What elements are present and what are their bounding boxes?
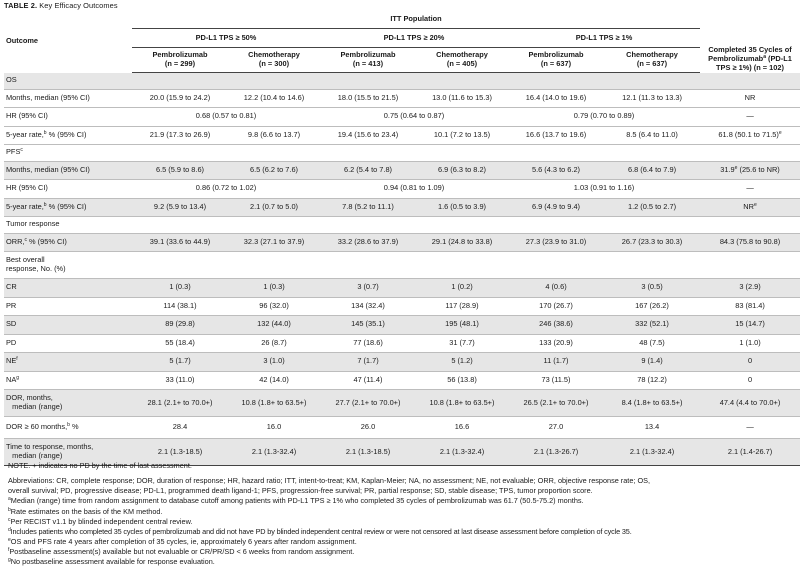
cell: 31.9e (25.6 to NR): [700, 161, 800, 180]
table-row: [4, 316, 800, 335]
arm-header: Pembrolizumab (n = 413): [320, 48, 416, 73]
table-row: [4, 161, 800, 180]
cell: 1.6 (0.5 to 3.9): [416, 198, 508, 217]
cell: 55 (18.4): [132, 334, 228, 353]
row-label: HR (95% CI): [4, 108, 132, 127]
row-label: $NE^f$: [4, 353, 132, 372]
cell: 6.2 (5.4 to 7.8): [320, 161, 416, 180]
footnote-e: $^e$OS and PFS rate 4 years after completion of 35 cycles, ie, approximately 6 years after random assignment.: [8, 537, 357, 547]
cell: 26.5 (2.1+ to 70.0+): [508, 390, 604, 417]
cell: $NR^e$: [700, 198, 800, 217]
table-row: [4, 417, 800, 439]
cell: 0.75 (0.64 to 0.87): [320, 108, 508, 127]
cell: 33 (11.0): [132, 371, 228, 390]
cell: 16.6: [416, 417, 508, 439]
cell: 15 (14.7): [700, 316, 800, 335]
cell: 32.3 (27.1 to 37.9): [228, 233, 320, 252]
cell: 56 (13.8): [416, 371, 508, 390]
cell: 89 (29.8): [132, 316, 228, 335]
cell: 96 (32.0): [228, 297, 320, 316]
table-row: [4, 180, 800, 199]
cell: 16.4 (14.0 to 19.6): [508, 89, 604, 108]
row-label: Months, median (95% CI): [4, 161, 132, 180]
cell: 2.1 (1.4-26.7): [700, 439, 800, 466]
cell: 0.68 (0.57 to 0.81): [132, 108, 320, 127]
cell: 0.94 (0.81 to 1.09): [320, 180, 508, 199]
cell: 2.1 (1.3-32.4): [228, 439, 320, 466]
cell: 18.0 (15.5 to 21.5): [320, 89, 416, 108]
footnote-d: $^d$Includes patients who completed 35 cycles of pembrolizumab and did not have PD by blinded independent central review or were not censored at last disease assessment before completion of cycle 35.: [8, 526, 632, 536]
cell: 78 (12.2): [604, 371, 700, 390]
cell: 9.2 (5.9 to 13.4): [132, 198, 228, 217]
section-row-tumor-response: [4, 217, 800, 234]
cell: —: [700, 180, 800, 199]
cell: 16.6 (13.7 to 19.6): [508, 126, 604, 145]
row-label: ORR,$^c$ % (95% CI): [4, 233, 132, 252]
table-row: [4, 279, 800, 298]
section-row-os: [4, 73, 800, 90]
cell: 1.03 (0.91 to 1.16): [508, 180, 700, 199]
cell: 1 (1.0): [700, 334, 800, 353]
cell: 8.4 (1.8+ to 63.5+): [604, 390, 700, 417]
table-row: [4, 126, 800, 145]
cell: 0.86 (0.72 to 1.02): [132, 180, 320, 199]
table-row: [4, 252, 800, 279]
footnote-g: $^g$No postbaseline assessment available for response evaluation.: [8, 557, 215, 567]
cell: 42 (14.0): [228, 371, 320, 390]
footnote-c: $^c$Per RECIST v1.1 by blinded independent central review.: [8, 516, 193, 526]
note-line: NOTE. + indicates no PD by the time of last assessment.: [8, 461, 192, 470]
cell: 1 (0.3): [132, 279, 228, 298]
cell: 61.8 (50.1 to 71.5)$^e$: [700, 126, 800, 145]
cell: 28.4: [132, 417, 228, 439]
table-row: [4, 297, 800, 316]
row-label: $NA^g$: [4, 371, 132, 390]
cell: 26.7 (23.3 to 30.3): [604, 233, 700, 252]
itt-header: ITT Population: [132, 10, 700, 29]
table-label: TABLE 2.: [4, 1, 38, 10]
cell: 7.8 (5.2 to 11.1): [320, 198, 416, 217]
row-label: Months, median (95% CI): [4, 89, 132, 108]
cell: 28.1 (2.1+ to 70.0+): [132, 390, 228, 417]
cell: 2.1 (1.3-26.7): [508, 439, 604, 466]
cell: 2.1 (0.7 to 5.0): [228, 198, 320, 217]
cell: 19.4 (15.6 to 23.4): [320, 126, 416, 145]
cell: 132 (44.0): [228, 316, 320, 335]
cell: 77 (18.6): [320, 334, 416, 353]
outcome-header: Outcome: [6, 35, 39, 45]
arm-header: Chemotherapy (n = 405): [416, 48, 508, 73]
cell: 114 (38.1): [132, 297, 228, 316]
cell: 7 (1.7): [320, 353, 416, 372]
cell: 3 (0.5): [604, 279, 700, 298]
cell: 12.2 (10.4 to 14.6): [228, 89, 320, 108]
cell: 5.6 (4.3 to 6.2): [508, 161, 604, 180]
cell: 2.1 (1.3-18.5): [132, 439, 228, 466]
cell: 167 (26.2): [604, 297, 700, 316]
cell: 13.4: [604, 417, 700, 439]
cell: 47 (11.4): [320, 371, 416, 390]
section-label: Tumor response: [4, 217, 800, 234]
cell: 3 (0.7): [320, 279, 416, 298]
section-label: PFS$^c$: [4, 145, 800, 162]
cell: 11 (1.7): [508, 353, 604, 372]
cell: 145 (35.1): [320, 316, 416, 335]
cell: —: [700, 417, 800, 439]
cell: 33.2 (28.6 to 37.9): [320, 233, 416, 252]
table-row: [4, 108, 800, 127]
row-label: DOR, months, median (range): [4, 390, 132, 417]
cell: 9 (1.4): [604, 353, 700, 372]
cell: 2.1 (1.3-32.4): [416, 439, 508, 466]
cell: 31 (7.7): [416, 334, 508, 353]
cell: 2.1 (1.3-18.5): [320, 439, 416, 466]
table-row: [4, 390, 800, 417]
cell: 170 (26.7): [508, 297, 604, 316]
table-title: [4, 1, 118, 10]
cell: 48 (7.5): [604, 334, 700, 353]
table-row: [4, 334, 800, 353]
cell: 5 (1.7): [132, 353, 228, 372]
cell: 6.9 (6.3 to 8.2): [416, 161, 508, 180]
cell: 26.0: [320, 417, 416, 439]
cell: 21.9 (17.3 to 26.9): [132, 126, 228, 145]
cell: 332 (52.1): [604, 316, 700, 335]
cell: 84.3 (75.8 to 90.8): [700, 233, 800, 252]
section-row-pfs: [4, 145, 800, 162]
row-label: PR: [4, 297, 132, 316]
cell: 133 (20.9): [508, 334, 604, 353]
cell: 6.5 (6.2 to 7.6): [228, 161, 320, 180]
cell: 10.8 (1.8+ to 63.5+): [228, 390, 320, 417]
cell: 117 (28.9): [416, 297, 508, 316]
cell: NR: [700, 89, 800, 108]
arm-header: Pembrolizumab (n = 299): [132, 48, 228, 73]
arm-header: Chemotherapy (n = 300): [228, 48, 320, 73]
cell: 39.1 (33.6 to 44.9): [132, 233, 228, 252]
group-header-tps1: PD-L1 TPS ≥ 1%: [508, 29, 700, 48]
cell: —: [700, 108, 800, 127]
cell: 1.2 (0.5 to 2.7): [604, 198, 700, 217]
cell: 26 (8.7): [228, 334, 320, 353]
cell: 0: [700, 353, 800, 372]
table-row: [4, 371, 800, 390]
section-label: OS: [4, 73, 800, 90]
cell: 195 (48.1): [416, 316, 508, 335]
cell: 1 (0.3): [228, 279, 320, 298]
row-label: Time to response, months, median (range): [4, 439, 132, 466]
row-label: DOR ≥ 60 months,$^b$ %: [4, 417, 132, 439]
table-caption: Key Efficacy Outcomes: [39, 1, 118, 10]
group-header-tps50: PD-L1 TPS ≥ 50%: [132, 29, 320, 48]
cell: 10.1 (7.2 to 13.5): [416, 126, 508, 145]
cell: 10.8 (1.8+ to 63.5+): [416, 390, 508, 417]
cell: 47.4 (4.4 to 70.0+): [700, 390, 800, 417]
abbreviations-line: Abbreviations: CR, complete response; DOR, duration of response; HR, hazard ratio; ITT, intent-to-treat; KM, Kaplan-Meier; NA, no assessment; NE, not evaluable; ORR, objective response rate; OS,: [8, 476, 651, 486]
cell: 12.1 (11.3 to 13.3): [604, 89, 700, 108]
row-label: CR: [4, 279, 132, 298]
cell: 20.0 (15.9 to 24.2): [132, 89, 228, 108]
cell: 5 (1.2): [416, 353, 508, 372]
cell: 9.8 (6.6 to 13.7): [228, 126, 320, 145]
table-footnotes: [8, 461, 796, 568]
arm-header: Pembrolizumab (n = 637): [508, 48, 604, 73]
cell: 27.0: [508, 417, 604, 439]
abbreviations-line: overall survival; PD, progressive disease; PD-L1, programmed death ligand-1; PFS, progression-free survival; PR, partial response; SD, stable disease; TPS, tumor proportion score.: [8, 486, 593, 496]
cell: 3 (1.0): [228, 353, 320, 372]
table-row: [4, 198, 800, 217]
cell: 134 (32.4): [320, 297, 416, 316]
cell: 246 (38.6): [508, 316, 604, 335]
cell: 8.5 (6.4 to 11.0): [604, 126, 700, 145]
cell: 83 (81.4): [700, 297, 800, 316]
arm-header: Chemotherapy (n = 637): [604, 48, 700, 73]
cell: 27.7 (2.1+ to 70.0+): [320, 390, 416, 417]
row-label: Best overall response, No. (%): [4, 252, 800, 279]
completed-header: Completed 35 Cycles of Pembrolizumab$^a$ (PD-L1 TPS ≥ 1%) (n = 102): [708, 44, 792, 72]
footnote-f: $^f$Postbaseline assessment(s) available but not evaluable or CR/PR/SD < 6 weeks from random assignment.: [8, 547, 355, 557]
table-row: [4, 353, 800, 372]
cell: 4 (0.6): [508, 279, 604, 298]
cell: 1 (0.2): [416, 279, 508, 298]
cell: 6.8 (6.4 to 7.9): [604, 161, 700, 180]
efficacy-table: [4, 10, 800, 466]
row-label: SD: [4, 316, 132, 335]
table-row: [4, 233, 800, 252]
row-label: 5-year rate,$^b$ % (95% CI): [4, 198, 132, 217]
cell: 13.0 (11.6 to 15.3): [416, 89, 508, 108]
footnote-a: $^a$Median (range) time from random assignment to database cutoff among patients with PD-L1 TPS ≥ 1% who completed 35 cycles of pembrolizumab was 61.7 (50.5-75.2) months.: [8, 496, 584, 506]
cell: 6.5 (5.9 to 8.6): [132, 161, 228, 180]
cell: 16.0: [228, 417, 320, 439]
footnote-b: $^b$Rate estimates on the basis of the KM method.: [8, 506, 163, 516]
cell: 3 (2.9): [700, 279, 800, 298]
cell: 2.1 (1.3-32.4): [604, 439, 700, 466]
cell: 0.79 (0.70 to 0.89): [508, 108, 700, 127]
table-row: [4, 89, 800, 108]
row-label: PD: [4, 334, 132, 353]
row-label: HR (95% CI): [4, 180, 132, 199]
cell: 6.9 (4.9 to 9.4): [508, 198, 604, 217]
cell: 0: [700, 371, 800, 390]
cell: 73 (11.5): [508, 371, 604, 390]
cell: 29.1 (24.8 to 33.8): [416, 233, 508, 252]
row-label: 5-year rate,$^b$ % (95% CI): [4, 126, 132, 145]
cell: 27.3 (23.9 to 31.0): [508, 233, 604, 252]
group-header-tps20: PD-L1 TPS ≥ 20%: [320, 29, 508, 48]
